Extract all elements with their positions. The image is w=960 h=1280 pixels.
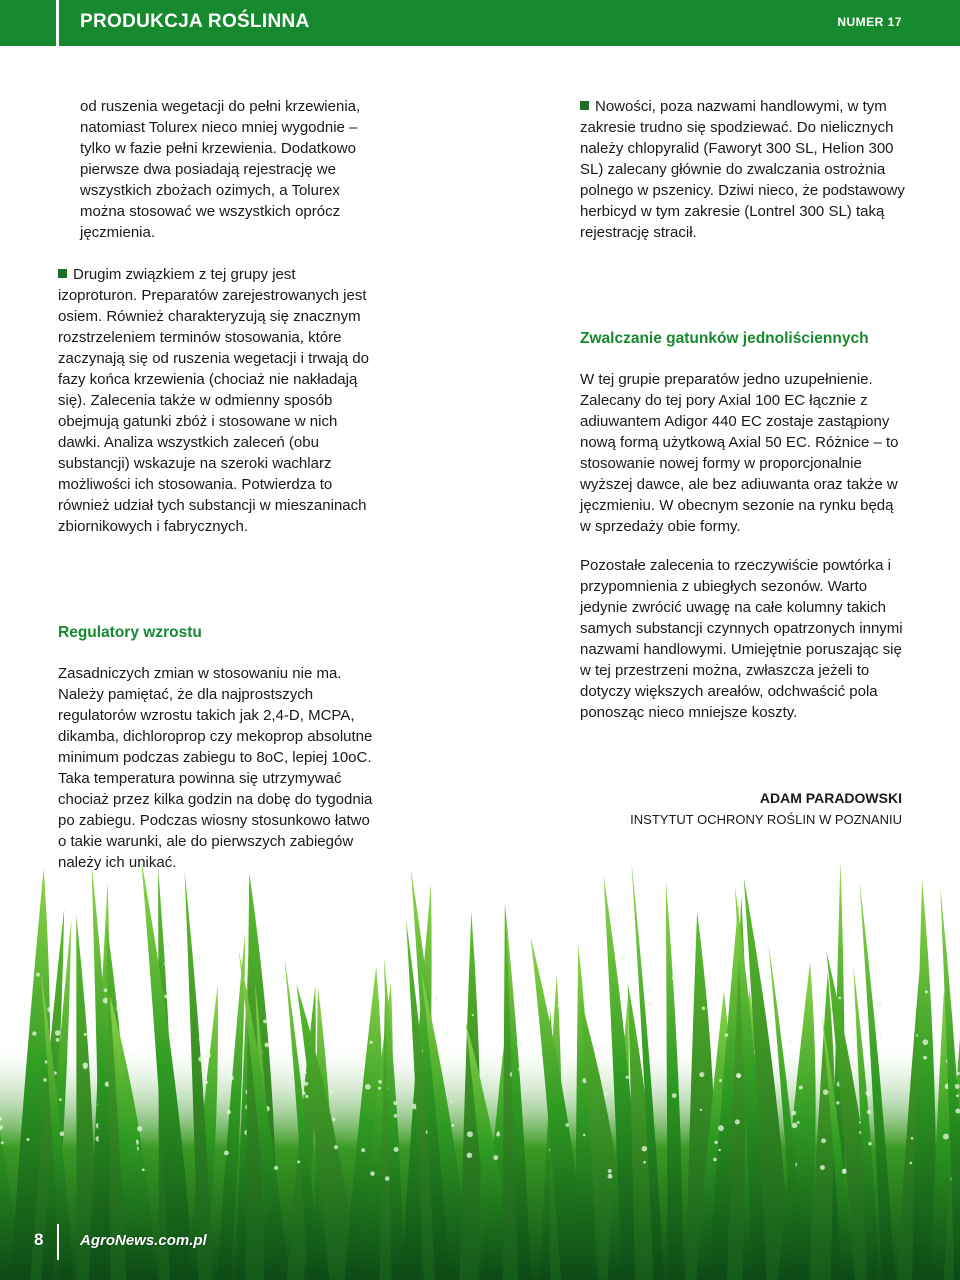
- dew-drop: [137, 1126, 142, 1131]
- section-title: PRODUKCJA ROŚLINNA: [80, 11, 310, 32]
- dew-drop: [165, 943, 170, 948]
- dew-drop: [133, 1067, 135, 1069]
- dew-drop: [881, 1073, 883, 1075]
- left-column: [80, 96, 380, 243]
- dew-drop: [365, 1084, 371, 1090]
- dew-drop: [131, 1054, 134, 1057]
- right-subsection: [580, 328, 906, 723]
- dew-drop: [566, 1123, 570, 1127]
- author-name: ADAM PARADOWSKI: [759, 790, 902, 806]
- dew-drop: [923, 1056, 927, 1060]
- dew-drop: [83, 1065, 87, 1069]
- dew-drop: [648, 988, 652, 992]
- dew-drop: [699, 1072, 704, 1077]
- dew-drop: [842, 1169, 847, 1174]
- dew-drop: [164, 995, 167, 998]
- dew-drop: [304, 1082, 308, 1086]
- left-subsection: [58, 622, 382, 873]
- dew-drop: [444, 1032, 448, 1036]
- dew-drop: [943, 1134, 949, 1140]
- dew-drop: [823, 1089, 829, 1095]
- dew-drop: [820, 1165, 825, 1170]
- dew-drop: [304, 1071, 306, 1073]
- dew-drop: [378, 1087, 381, 1090]
- dew-drop: [735, 1119, 740, 1124]
- dew-drop: [47, 1007, 52, 1012]
- grass-photo: [0, 850, 960, 1280]
- right-bullet-block: [580, 96, 906, 243]
- dew-drop: [451, 1124, 454, 1127]
- dew-drop: [394, 1147, 399, 1152]
- dew-drop: [370, 1041, 373, 1044]
- dew-drop: [955, 1084, 960, 1089]
- dew-drop: [604, 1092, 608, 1096]
- dew-drop: [55, 1030, 61, 1036]
- dew-drop: [836, 1101, 839, 1104]
- dew-drop: [334, 1145, 338, 1149]
- dew-drop: [700, 1109, 702, 1111]
- dew-drop: [956, 1094, 959, 1097]
- dew-drop: [797, 1121, 800, 1124]
- dew-drop: [867, 1110, 871, 1114]
- dew-drop: [393, 1101, 397, 1105]
- dew-drop: [305, 1095, 308, 1098]
- dew-drop: [865, 1090, 871, 1096]
- dew-drop: [43, 1078, 47, 1082]
- dew-drop: [274, 1166, 278, 1170]
- dew-drop: [713, 1158, 717, 1162]
- dew-drop: [517, 1005, 521, 1009]
- dew-drop: [264, 1043, 269, 1048]
- dew-drop: [361, 1148, 365, 1152]
- dew-drop: [489, 1086, 493, 1090]
- dew-drop: [909, 1162, 912, 1165]
- dew-drop: [263, 1019, 267, 1023]
- dew-drop: [791, 1111, 796, 1116]
- footer-divider: [57, 1224, 59, 1260]
- dew-drop: [472, 1014, 474, 1016]
- dew-drop: [911, 1137, 914, 1140]
- left-paragraph-1: od ruszenia wegetacji do pełni krzewienia, natomiast Tolurex nieco mniej wygodnie – tylko w fazie pełni krzewienia. Dodatkowo pierwsze dwa posiadają rejestrację we wszystkich zbożach ozimych, a Tolurex można stosować we wszystkich oprócz jęczmienia.: [80, 98, 361, 241]
- right-paragraph-3: Pozostałe zalecenia to rzeczywiście powtórka i przypomnienia z ubiegłych sezonów. Warto jedynie zwrócić uwagę na całe kolumny takich samych substancji czynnych opatrzonych innymi nazwami handlowymi. Umiejętnie poruszając się w tej przestrzeni można, zwłaszcza jeżeli to dotyczy większych areałów, odchwaścić pola ponosząc nieco mniejsze koszty.: [580, 557, 903, 721]
- issue-number: NUMER 17: [837, 15, 902, 29]
- dew-drop: [608, 1174, 613, 1179]
- dew-drop: [718, 1149, 720, 1151]
- footer-site-name: AgroNews.com.pl: [80, 1232, 207, 1249]
- dew-drop: [330, 1091, 333, 1094]
- dew-drop: [104, 988, 108, 992]
- dew-drop: [672, 976, 676, 980]
- dew-drop: [59, 1098, 62, 1101]
- page-number: 8: [34, 1230, 44, 1249]
- dew-drop: [879, 1035, 882, 1038]
- dew-drop: [876, 1001, 882, 1007]
- left-bullet-block: [58, 264, 376, 537]
- dew-drop: [787, 1039, 792, 1044]
- dew-drop: [84, 1033, 87, 1036]
- dew-drop: [227, 1110, 231, 1114]
- header-divider: [56, 0, 59, 46]
- dew-drop: [467, 1131, 473, 1137]
- dew-drop: [56, 1038, 60, 1042]
- dew-drop: [626, 1076, 629, 1079]
- dew-drop: [672, 964, 676, 968]
- dew-drop: [198, 1056, 204, 1062]
- right-paragraph-2: W tej grupie preparatów jedno uzupełnienie. Zalecany do tej pory Axial 100 EC łącznie z adiuwantem Adigor 440 EC zostaje zastąpiony nową formą użytkową Axial 50 EC. Różnice – to stosowanie nowej formy w proporcjonalnie wyższej dawce, ale bez adiuwanta oraz także w jęczmieniu. W obecnym sezonie na rynku będą w sprzedaży obie formy.: [580, 371, 899, 535]
- dew-drop: [517, 1041, 522, 1046]
- dew-drop: [142, 1168, 145, 1171]
- dew-drop: [714, 1141, 717, 1144]
- bullet-square-icon: [580, 101, 589, 110]
- dew-drop: [196, 957, 201, 962]
- right-bullet-text: Nowości, poza nazwami handlowymi, w tym zakresie trudno się spodziewać. Do nielicznych należy chlopyralid (Faworyt 300 SL, Helion 300 SL) zalecany głównie do zwalczania ostrożnia polnego w pszenicy. Dziwi nieco, że podstawowy herbicyd w tym zakresie (Lontrel 300 SL) taką rejestrację stracił.: [580, 98, 905, 241]
- dew-drop: [922, 1039, 928, 1045]
- dew-drop: [557, 1004, 561, 1008]
- dew-drop: [332, 1118, 335, 1121]
- dew-drop: [60, 1131, 65, 1136]
- dew-drop: [450, 1100, 452, 1102]
- dew-drop: [718, 1125, 724, 1131]
- dew-drop: [768, 1019, 772, 1023]
- dew-drop: [647, 947, 649, 949]
- dew-drop: [370, 1171, 375, 1176]
- dew-drop: [32, 1031, 36, 1035]
- page-header: [0, 0, 960, 46]
- subheading-regulatory: Regulatory wzrostu: [58, 624, 202, 641]
- dew-drop: [496, 1133, 500, 1137]
- dew-drop: [792, 1123, 798, 1129]
- dew-drop: [852, 1035, 857, 1040]
- dew-drop: [488, 1073, 491, 1076]
- dew-drop: [622, 1000, 628, 1006]
- dew-drop: [493, 1155, 498, 1160]
- dew-drop: [719, 1079, 722, 1082]
- dew-drop: [562, 1069, 565, 1072]
- dew-drop: [672, 1093, 677, 1098]
- dew-drop: [1, 1141, 4, 1144]
- dew-drop: [821, 1138, 826, 1143]
- dew-drop: [297, 1160, 300, 1163]
- dew-drop: [171, 1039, 175, 1043]
- dew-drop: [394, 1114, 398, 1118]
- dew-drop: [956, 1072, 960, 1076]
- dew-drop: [642, 1146, 648, 1152]
- left-bullet-text: Drugim związkiem z tej grupy jest izoproturon. Preparatów zarejestrowanych jest osiem. Również charakteryzują się znacznym rozstrzeleniem terminów stosowania, które zaczynają się od ruszenia wegetacji i trwają do fazy końca krzewienia (chociaż nie nakładają się). Zalecenia także w odmienny sposób obejmują gatunki zbóż i stosowane w nich dawki. Analiza wszystkich zaleceń (obu substancji) wskazuje na szeroki wachlarz możliwości ich stosowania. Potwierdza to również udział tych substancji w mieszaninach zbiornikowych i fabrycznych.: [58, 266, 369, 535]
- dew-drop: [385, 1176, 390, 1181]
- dew-drop: [620, 954, 626, 960]
- author-institution: INSTYTUT OCHRONY ROŚLIN W POZNANIU: [630, 812, 902, 827]
- dew-drop: [868, 1142, 872, 1146]
- dew-drop: [228, 1075, 234, 1081]
- left-bullet-paragraph: [58, 264, 376, 537]
- dew-drop: [224, 1150, 229, 1155]
- left-paragraph-3: Zasadniczych zmian w stosowaniu nie ma. Należy pamiętać, że dla najprostszych regulatorów wzrostu takich jak 2,4-D, MCPA, dikamba, dichloroprop czy mekoprop absolutne minimum podczas zabiegu to 8oC, lepiej 10oC. Taka temperatura powinna się utrzymywać chociaż przez kilka godzin na dobę do tygodnia po zabiegu. Podczas wiosny stosunkowo łatwo o takie warunki, ale do pierwszych zabiegów należy ich unikać.: [58, 665, 373, 871]
- dew-drop: [766, 974, 771, 979]
- dew-drop: [467, 1153, 473, 1159]
- dew-drop: [643, 1161, 646, 1164]
- dew-drop: [36, 973, 40, 977]
- dew-drop: [27, 1138, 30, 1141]
- dew-drop: [518, 1067, 522, 1071]
- dew-drop: [433, 997, 437, 1001]
- dew-drop: [608, 1169, 612, 1173]
- dew-drop: [116, 1005, 122, 1011]
- dew-drop: [199, 1038, 203, 1042]
- dew-drop: [648, 1001, 654, 1007]
- dew-drop: [925, 990, 928, 993]
- dew-drop: [737, 1074, 740, 1077]
- subheading-monocots: Zwalczanie gatunków jednoliściennych: [580, 330, 869, 347]
- dew-drop: [171, 1024, 174, 1027]
- dew-drop: [378, 1080, 382, 1084]
- dew-drop: [204, 1081, 208, 1085]
- dew-drop: [799, 1085, 803, 1089]
- dew-drop: [205, 1053, 211, 1059]
- dew-drop: [583, 1134, 586, 1137]
- bullet-square-icon: [58, 269, 67, 278]
- dew-drop: [725, 1033, 729, 1037]
- dew-drop: [838, 997, 841, 1000]
- dew-drop: [702, 1006, 706, 1010]
- dew-drop: [164, 962, 168, 966]
- right-bullet-paragraph: [580, 96, 906, 243]
- dew-drop: [767, 970, 770, 973]
